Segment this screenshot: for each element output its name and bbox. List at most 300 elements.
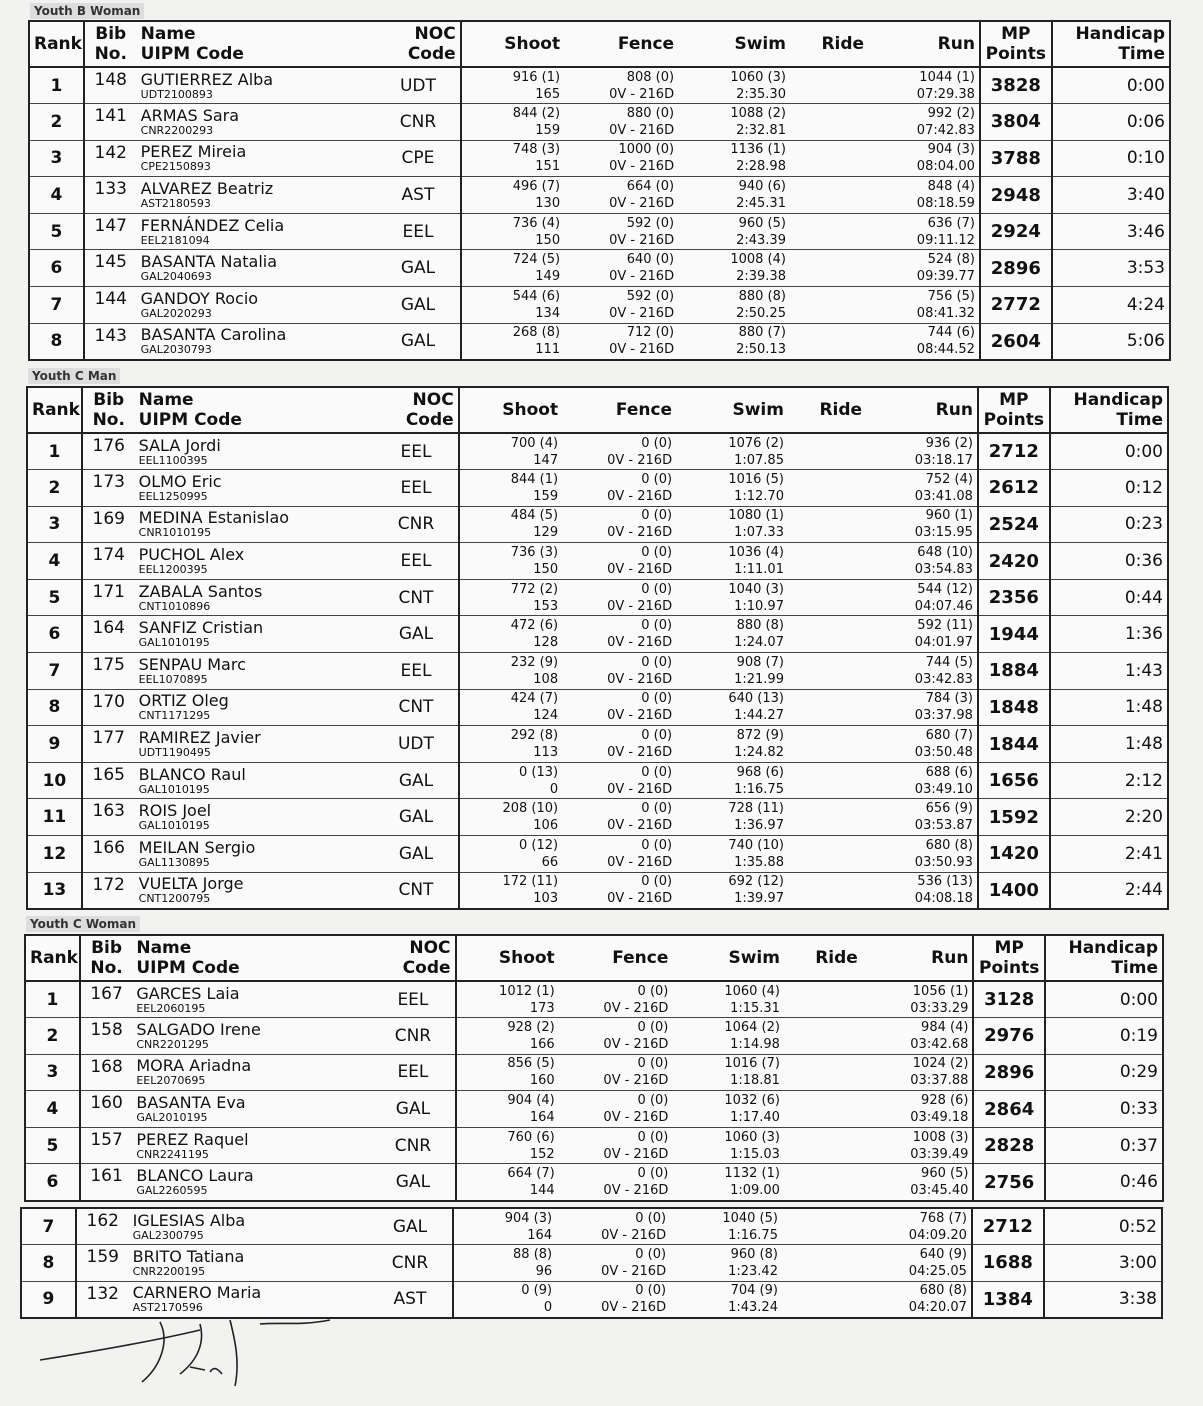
uipm-code: GAL1010195 [138,782,210,796]
bib-value: 160 [90,1093,123,1114]
run-points: 744 (5) [925,654,973,670]
mp-points-cell [973,1164,1045,1201]
bib-value: 177 [92,728,125,749]
bib-cell [82,543,135,580]
mp-points-value: 1592 [988,806,1039,828]
ride-cell [790,177,868,214]
table-row [25,1054,1163,1091]
shoot-score: 106 [533,818,559,834]
header-ride [790,21,868,67]
swim-cell [676,836,788,873]
swim-points: 1088 (2) [730,105,786,121]
name-cell [135,689,375,726]
handicap-time-value: 3:53 [1126,258,1165,279]
mp-points-value: 2896 [984,1061,1035,1083]
noc-code: AST [401,185,435,206]
noc-cell [376,213,460,250]
mp-points-cell [978,616,1050,653]
noc-cell [376,287,460,324]
swim-points: 968 (6) [736,764,784,780]
handicap-time-value: 3:38 [1118,1289,1157,1310]
noc-cell [376,140,460,177]
fence-record: 0V - 216D [603,1146,669,1162]
mp-points-value: 1944 [988,623,1039,645]
run-cell [860,1208,972,1245]
run-points: 1056 (1) [912,983,969,999]
fence-cell [556,1281,670,1318]
run-points: 524 (8) [927,252,975,268]
swim-time: 1:15.03 [730,1146,780,1162]
noc-cell [368,1281,452,1318]
fence-record: 0V - 216D [607,635,673,651]
bib-cell [84,104,137,141]
uipm-code: EEL1200395 [138,563,208,577]
mp-points-cell [978,799,1050,836]
uipm-code: EEL1070895 [138,672,208,686]
swim-points: 704 (9) [730,1283,778,1299]
mp-points-value: 2976 [984,1025,1035,1047]
noc-code: CNR [394,1135,432,1156]
header-fence-line1: Fence [617,34,675,54]
athlete-name: IGLESIAS Alba [132,1210,246,1230]
fence-points: 0 (0) [637,1019,669,1035]
run-time: 03:33.29 [910,1000,969,1016]
bib-value: 132 [86,1283,119,1304]
swim-time: 1:43.24 [728,1300,778,1316]
noc-code: CNT [398,697,434,718]
fence-points: 0 (0) [637,1166,669,1182]
bib-value: 144 [94,289,127,310]
run-points: 960 (5) [921,1166,969,1182]
fence-record: 0V - 216D [609,86,675,102]
shoot-points: 664 (7) [507,1166,555,1182]
name-cell [132,1018,371,1055]
run-cell [862,1054,974,1091]
shoot-score: 124 [533,708,559,724]
table-row [27,579,1168,616]
bib-cell [84,323,137,360]
run-cell [866,616,978,653]
uipm-code: CNT1010896 [138,599,211,613]
table-row [29,250,1170,287]
mp-points-value: 1884 [988,660,1039,682]
shoot-score: 103 [533,891,559,907]
name-cell [137,213,377,250]
name-cell [135,543,375,580]
header-run [866,387,978,433]
uipm-code: UDT2100893 [140,87,213,101]
fence-record: 0V - 216D [609,159,675,175]
header-bib-line2: No. [92,410,125,430]
swim-time: 1:23.42 [728,1263,778,1279]
fence-points: 0 (0) [641,471,673,487]
header-bib-line1: Bib [93,390,125,410]
shoot-points: 472 (6) [510,618,559,634]
name-cell [132,1091,371,1128]
shoot-cell [459,799,562,836]
run-cell [860,1245,972,1282]
handicap-cell [1050,470,1168,507]
handicap-time-value: 0:00 [1126,75,1165,96]
shoot-cell [459,653,562,690]
table-row [27,653,1168,690]
fence-record: 0V - 216D [609,232,675,248]
fence-cell [556,1245,670,1282]
ride-cell [788,726,866,763]
handicap-cell [1052,104,1170,141]
run-cell [868,67,980,104]
name-cell [135,836,375,873]
noc-code: EEL [402,221,434,242]
header-bib [84,21,137,67]
swim-points: 908 (7) [736,654,784,670]
fence-record: 0V - 216D [601,1227,667,1243]
handicap-cell [1044,1281,1162,1318]
handicap-time-value: 0:12 [1124,477,1163,498]
bib-cell [84,213,137,250]
noc-cell [374,506,458,543]
shoot-points: 208 (10) [502,801,559,817]
fence-points: 0 (0) [637,1129,669,1145]
swim-time: 1:24.07 [734,635,784,651]
run-time: 04:01.97 [914,635,973,651]
handicap-cell [1050,872,1168,909]
header-noc-line1: NOC [412,390,454,410]
header-ride-line1: Ride [815,948,858,968]
run-points: 752 (4) [925,471,973,487]
shoot-cell [459,726,562,763]
rank-cell [25,1164,80,1201]
noc-code: EEL [400,551,432,572]
fence-record: 0V - 216D [607,781,673,797]
noc-code: UDT [397,734,434,755]
swim-cell [670,1281,782,1318]
swim-points: 872 (9) [736,728,784,744]
fence-points: 0 (0) [641,545,673,561]
fence-cell [562,762,676,799]
swim-points: 1060 (3) [724,1129,780,1145]
mp-points-cell [973,1054,1045,1091]
run-time: 08:18.59 [916,196,975,212]
bib-cell [82,506,135,543]
rank-cell [27,433,82,470]
handicap-time-value: 1:48 [1124,697,1163,718]
run-cell [862,1018,974,1055]
shoot-cell [453,1208,556,1245]
run-points: 636 (7) [927,215,975,231]
handicap-time-value: 5:06 [1126,331,1165,352]
header-name [132,935,371,981]
swim-cell [678,323,790,360]
fence-record: 0V - 216D [609,196,675,212]
swim-points: 1040 (3) [728,581,784,597]
fence-cell [562,579,676,616]
shoot-points: 844 (2) [512,105,561,121]
noc-cell [376,177,460,214]
handicap-time-value: 0:00 [1119,989,1158,1010]
header-ride [784,935,862,981]
header-name [137,21,377,67]
header-mp-points-line1: MP [999,390,1029,410]
table-row [27,506,1168,543]
mp-points-cell [978,579,1050,616]
swim-points: 640 (13) [728,691,784,707]
run-cell [866,799,978,836]
mp-points-value: 3828 [990,75,1041,97]
bib-value: 162 [86,1211,119,1231]
rank-cell [29,287,84,324]
fence-record: 0V - 216D [603,1000,669,1016]
fence-points: 0 (0) [641,764,673,780]
swim-time: 2:32.81 [736,122,786,138]
run-time: 03:37.88 [910,1073,969,1089]
athlete-name: BRITO Tatiana [132,1246,245,1266]
rank-cell [27,470,82,507]
bib-cell [82,799,135,836]
swim-cell [676,543,788,580]
rank-value: 5 [48,587,61,608]
header-noc-line2: Code [402,958,451,978]
shoot-score: 128 [533,635,559,651]
fence-cell [564,104,678,141]
table-row [25,1018,1163,1055]
run-time: 04:07.46 [914,598,973,614]
noc-cell [374,616,458,653]
noc-code: UDT [399,75,436,96]
fence-points: 592 (0) [626,288,675,304]
noc-code: AST [393,1289,427,1310]
rank-cell [25,1054,80,1091]
shoot-cell [456,1127,559,1164]
header-fence-line1: Fence [615,400,673,420]
swim-cell [676,433,788,470]
swim-time: 1:07.85 [734,452,784,468]
uipm-code: EEL1100395 [138,453,208,467]
handicap-cell [1045,1127,1163,1164]
header-row [29,21,1170,67]
name-cell [135,762,375,799]
header-handicap-time [1050,387,1168,433]
name-cell [137,140,377,177]
mp-points-cell [978,872,1050,909]
handicap-cell [1052,287,1170,324]
run-cell [866,579,978,616]
mp-points-cell [978,726,1050,763]
shoot-score: 166 [529,1036,555,1052]
shoot-cell [459,433,562,470]
name-cell [129,1208,369,1245]
shoot-cell [461,104,564,141]
fence-cell [564,140,678,177]
mp-points-value: 2524 [988,513,1039,535]
mp-points-cell [973,1018,1045,1055]
bib-cell [82,470,135,507]
athlete-name: BLANCO Laura [136,1166,254,1186]
rank-cell [29,67,84,104]
noc-code: CNR [399,111,437,132]
run-time: 03:53.87 [914,818,973,834]
mp-points-value: 2612 [988,477,1039,499]
name-cell [135,726,375,763]
rank-value: 9 [42,1289,55,1310]
swim-cell [676,726,788,763]
fence-points: 0 (0) [635,1210,667,1226]
table-row [29,177,1170,214]
table-row [25,1164,1163,1201]
run-points: 640 (9) [919,1246,967,1262]
handicap-time-value: 0:52 [1118,1216,1157,1237]
bib-cell [82,762,135,799]
shoot-points: 1012 (1) [499,983,555,999]
swim-cell [676,653,788,690]
header-name-line1: Name [138,390,194,410]
bib-value: 164 [92,618,125,639]
fence-points: 0 (0) [641,581,673,597]
shoot-score: 165 [535,86,561,102]
noc-code: GAL [400,258,436,279]
bib-cell [84,177,137,214]
ride-cell [790,323,868,360]
header-swim [676,387,788,433]
swim-cell [672,1054,784,1091]
mp-points-value: 1656 [988,770,1039,792]
fence-points: 0 (0) [641,618,673,634]
bib-cell [84,287,137,324]
header-rank [27,387,82,433]
fence-cell [564,287,678,324]
run-cell [866,872,978,909]
shoot-cell [459,543,562,580]
header-name-line2: UIPM Code [138,410,242,430]
table-row [25,981,1163,1018]
bib-cell [84,250,137,287]
bib-cell [80,1018,133,1055]
shoot-cell [459,470,562,507]
run-cell [866,836,978,873]
shoot-score: 129 [533,525,559,541]
fence-cell [562,543,676,580]
shoot-score: 159 [535,122,561,138]
fence-cell [562,872,676,909]
rank-cell [27,872,82,909]
ride-cell [788,579,866,616]
handicap-time-value: 2:44 [1124,880,1163,901]
noc-cell [376,104,460,141]
mp-points-value: 2756 [984,1171,1035,1193]
fence-points: 880 (0) [626,105,675,121]
fence-cell [562,653,676,690]
results-table-youth-b-woman [28,20,1171,361]
fence-points: 0 (0) [635,1283,667,1299]
rank-value: 5 [46,1135,59,1156]
noc-cell [376,67,460,104]
handicap-cell [1050,506,1168,543]
fence-record: 0V - 216D [607,562,673,578]
handicap-time-value: 2:41 [1124,843,1163,864]
shoot-score: 66 [541,854,559,870]
rank-cell [27,689,82,726]
noc-cell [374,726,458,763]
mp-points-value: 1384 [982,1288,1033,1310]
athlete-name: ARMAS Sara [140,105,240,125]
swim-time: 1:07.33 [734,525,784,541]
run-cell [866,470,978,507]
ride-cell [788,653,866,690]
bib-value: 167 [90,984,123,1004]
header-name [135,387,375,433]
fence-points: 0 (0) [635,1246,667,1262]
bib-cell [82,872,135,909]
athlete-name: GARCES Laia [136,983,240,1003]
name-cell [135,579,375,616]
athlete-name: PEREZ Mireia [140,142,247,162]
shoot-points: 0 (13) [519,764,559,780]
table-row [27,616,1168,653]
shoot-cell [459,579,562,616]
name-cell [132,1127,371,1164]
header-handicap-time-line1: Handicap [1073,390,1163,410]
run-points: 768 (7) [919,1210,967,1226]
header-mp-points [980,21,1052,67]
run-cell [862,1091,974,1128]
header-name-line2: UIPM Code [140,44,244,64]
header-noc [374,387,458,433]
uipm-code: GAL2010195 [136,1111,208,1125]
shoot-points: 904 (4) [507,1093,555,1109]
table-row [25,1127,1163,1164]
run-cell [866,543,978,580]
swim-time: 1:10.97 [734,598,784,614]
bib-value: 171 [92,581,125,602]
shoot-cell [453,1281,556,1318]
handicap-time-value: 0:29 [1119,1062,1158,1083]
uipm-code: CNT1200795 [138,892,211,906]
ride-cell [784,1127,862,1164]
shoot-score: 173 [529,1000,555,1016]
swim-time: 2:43.39 [736,232,786,248]
header-mp-points-line2: Points [985,44,1046,64]
swim-points: 1040 (5) [722,1210,778,1226]
handicap-time-value: 0:19 [1119,1025,1158,1046]
fence-points: 0 (0) [637,1093,669,1109]
mp-points-cell [978,689,1050,726]
swim-cell [678,287,790,324]
shoot-cell [453,1245,556,1282]
shoot-cell [456,981,559,1018]
table-row [27,470,1168,507]
fence-points: 0 (0) [637,1056,669,1072]
run-time: 09:11.12 [916,232,975,248]
header-mp-points-line1: MP [1001,24,1031,44]
shoot-score: 134 [535,305,561,321]
shoot-cell [456,1091,559,1128]
swim-cell [672,981,784,1018]
header-fence [559,935,673,981]
shoot-points: 700 (4) [510,435,559,451]
fence-cell [559,981,673,1018]
bib-value: 141 [94,106,127,127]
swim-cell [672,1164,784,1201]
shoot-score: 0 [549,781,559,797]
uipm-code: CNR2200293 [140,123,214,137]
header-handicap-time-line2: Time [1116,410,1163,430]
shoot-score: 108 [533,671,559,687]
header-shoot [456,935,559,981]
bib-cell [82,433,135,470]
athlete-name: SENPAU Marc [138,654,246,674]
uipm-code: CNR2200195 [132,1264,206,1278]
run-time: 08:41.32 [916,305,975,321]
